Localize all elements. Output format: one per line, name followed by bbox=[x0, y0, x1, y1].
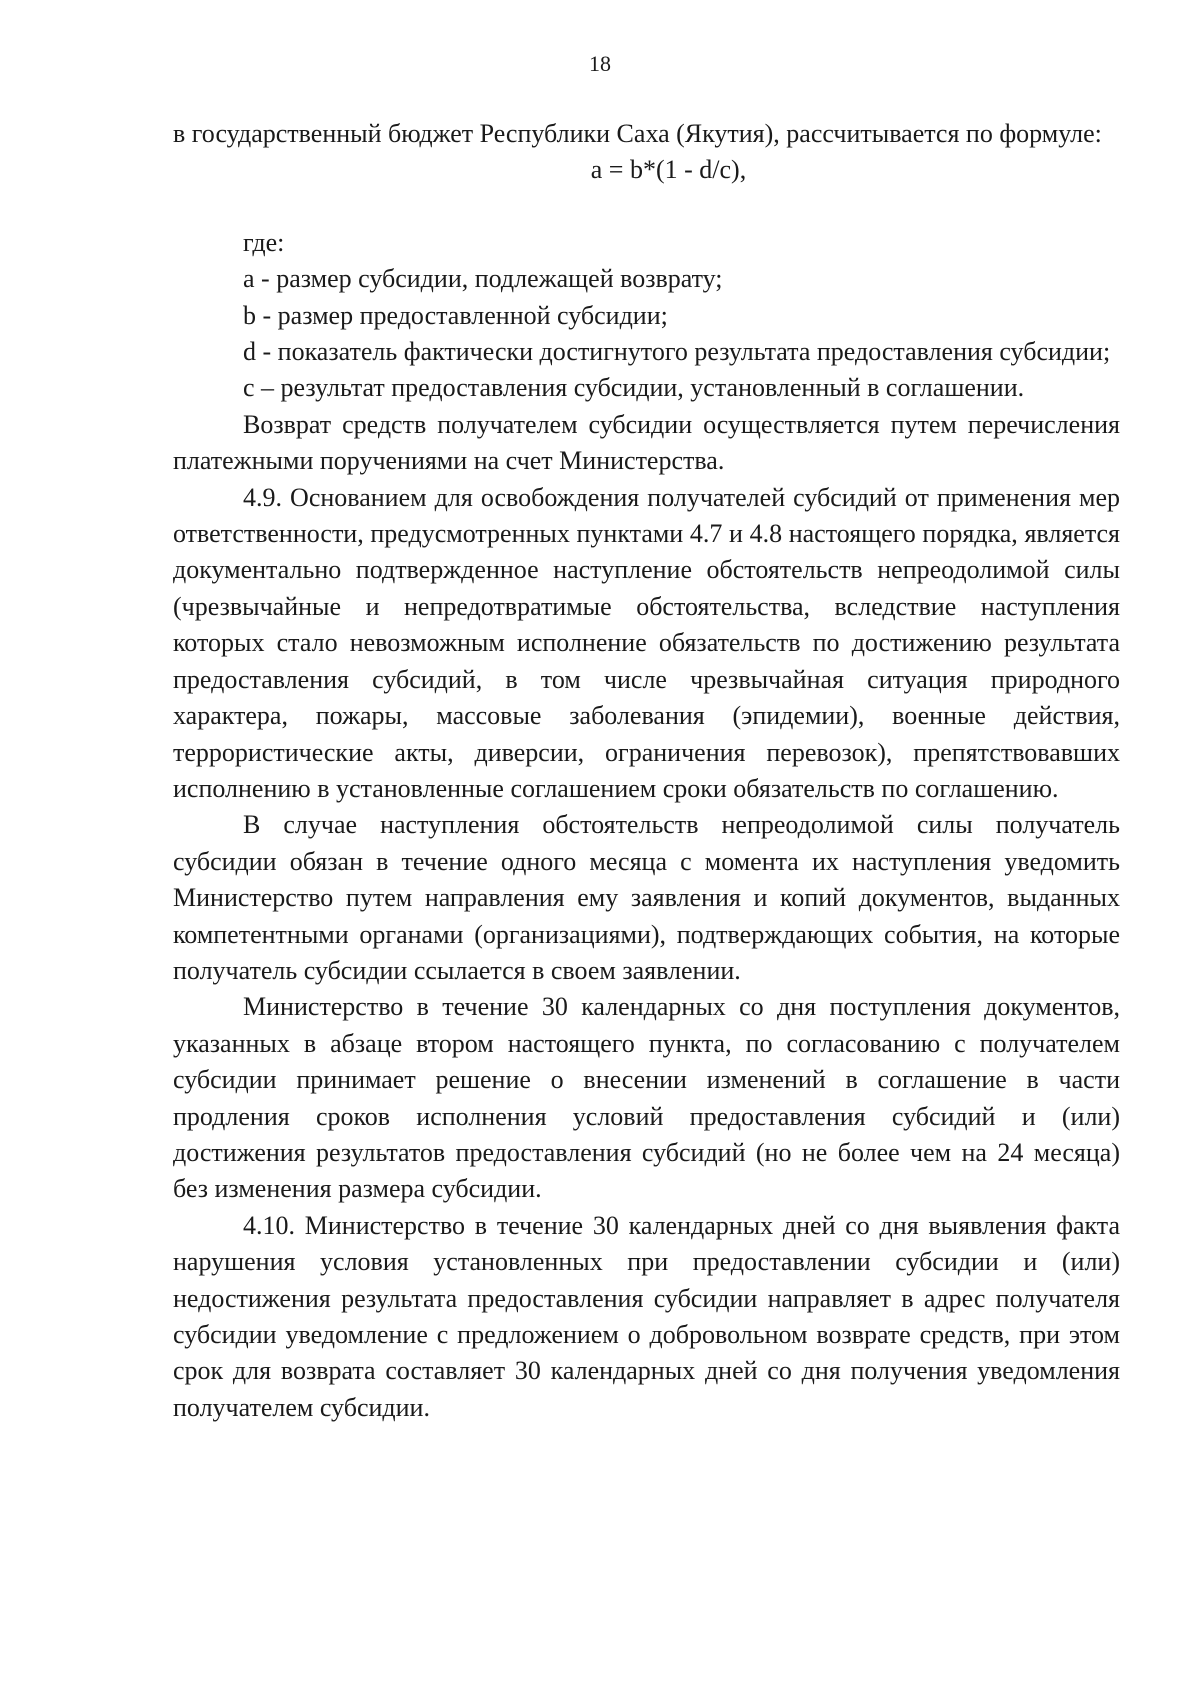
definition-b: b - размер предоставленной субсидии; bbox=[243, 300, 668, 330]
paragraph-return: Возврат средств получателем субсидии осуществляется путем перечисления платежными поручениями на счет Министерства. bbox=[173, 409, 1120, 476]
paragraph-ministry-decision: Министерство в течение 30 календарных со дня поступления документов, указанных в абзаце втором настоящего пункта, по согласованию с получателем субсидии принимает решение о внесении изменений в соглашение в части продления сроков исполнения условий предоставления субсидий и (или) достижения результатов предоставления субсидий (но не более чем на 24 месяца) без изменения размера субсидии. bbox=[173, 992, 1120, 1204]
spacer bbox=[173, 189, 1120, 225]
definition-d: d - показатель фактически достигнутого результата предоставления субсидии; bbox=[243, 337, 1111, 367]
paragraph-where: где: bbox=[243, 227, 285, 257]
page-number: 18 bbox=[589, 51, 611, 76]
paragraph-force-majeure: В случае наступления обстоятельств непреодолимой силы получатель субсидии обязан в течение одного месяца с момента их наступления уведомить Министерство путем направления ему заявления и копий документов, выданных компетентными органами (организациями), подтверждающих события, на которые получатель субсидии ссылается в своем заявлении. bbox=[173, 810, 1120, 985]
document-body bbox=[173, 116, 1120, 1426]
definition-a: a - размер субсидии, подлежащей возврату; bbox=[243, 264, 723, 294]
paragraph-4-9: 4.9. Основанием для освобождения получателей субсидий от применения мер ответственности, предусмотренных пунктами 4.7 и 4.8 настоящего порядка, является документально подтвержденное наступление обстоятельств непреодолимой силы (чрезвычайные и непредотвратимые обстоятельства, вследствие наступления которых стало невозможным исполнение обязательств по достижению результата предоставления субсидий, в том числе чрезвычайная ситуация природного характера, пожары, массовые заболевания (эпидемии), военные действия, террористические акты, диверсии, ограничения перевозок), препятствовавших исполнению в установленные соглашением сроки обязательств по соглашению. bbox=[173, 482, 1120, 803]
paragraph-4-10: 4.10. Министерство в течение 30 календарных дней со дня выявления факта нарушения условия установленных при предоставлении субсидии и (или) недостижения результата предоставления субсидии направляет в адрес получателя субсидии уведомление с предложением о добровольном возврате средств, при этом срок для возврата составляет 30 календарных дней со дня получения уведомления получателем субсидии. bbox=[173, 1210, 1120, 1422]
formula: a = b*(1 - d/c), bbox=[590, 155, 747, 185]
definition-c: c – результат предоставления субсидии, установленный в соглашении. bbox=[243, 373, 1025, 403]
paragraph-budget-formula-intro: в государственный бюджет Республики Саха (Якутия), рассчитывается по формуле: bbox=[173, 119, 1102, 148]
